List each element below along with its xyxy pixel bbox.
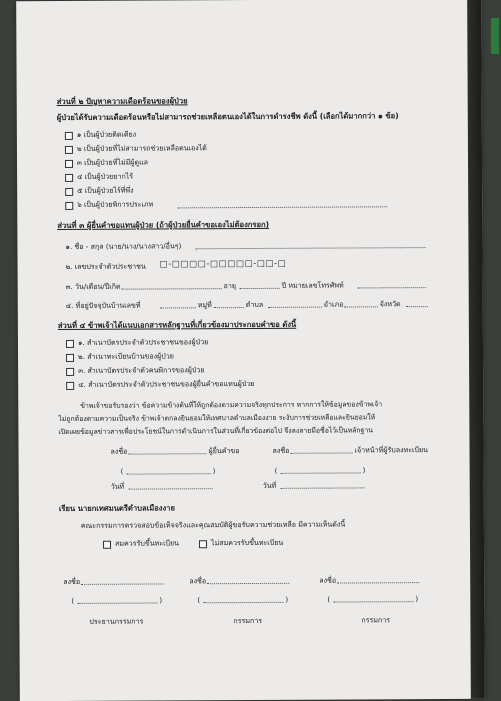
applicant-paren-open: ( [120, 466, 124, 476]
doc-4-label: ๔. สำเนาบัตรประจำตัวประชาชนของผู้ยื่นคำขอแทนผู้ป่วย [78, 378, 255, 389]
section4-heading: ส่วนที่ ๔ ข้าพเจ้าได้แนบเอกสารหลักฐานที่เกี่ยวข้องมาประกอบคำขอ ดังนี้ [57, 319, 297, 331]
option-6-label: ๖ เป็นผู้ป่วยพิการประเภท [77, 199, 154, 209]
member2-sign-field[interactable] [337, 582, 419, 583]
checkbox-reject[interactable] [199, 540, 207, 548]
checkbox-option-2[interactable] [65, 146, 73, 154]
birthdate-label: ๓. วัน/เดือน/ปีเกิด [65, 281, 121, 291]
page-edge-shadow [467, 0, 485, 699]
member1-sign-field[interactable] [207, 583, 289, 584]
tambon-field[interactable] [268, 307, 322, 308]
committee-heading: เรียน นายกเทศมนตรีตำบลเมืองงาย [58, 503, 175, 514]
moo-label: หมู่ที่ [197, 300, 212, 310]
option-3-label: ๓ เป็นผู้ป่วยที่ไม่มีผู้ดูแล [76, 157, 149, 167]
checkbox-doc-4[interactable] [66, 382, 74, 390]
name-field[interactable] [195, 247, 425, 249]
age-field[interactable] [240, 288, 280, 289]
amphoe-field[interactable] [344, 306, 378, 307]
member2-sign-label: ลงชื่อ [319, 575, 337, 585]
checkbox-option-1[interactable] [65, 132, 73, 140]
member1-role: กรรมการ [233, 615, 263, 626]
binder-tab [491, 18, 499, 54]
form-page [16, 0, 485, 701]
option-2-label: ๒ เป็นผู้ป่วยที่ไม่สามารถช่วยเหลือตนเองได้ [76, 143, 207, 153]
age-label: อายุ [223, 281, 237, 291]
section3-heading: ส่วนที่ ๓ ผู้ยื่นคำขอแทนผู้ป่วย (ถ้าผู้ป่วยยื่นคำขอเองไม่ต้องกรอก) [57, 219, 270, 231]
address-label: ๔. ที่อยู่ปัจจุบันบ้านเลขที่ [65, 300, 141, 310]
checkbox-option-5[interactable] [65, 188, 73, 196]
member1-paren-close: ) [285, 594, 289, 604]
member2-role: กรรมการ [361, 615, 391, 625]
officer-date-label: วันที่ [262, 480, 277, 490]
moo-field[interactable] [214, 307, 244, 308]
applicant-paren-close: ) [212, 466, 216, 476]
member2-paren-open: ( [327, 594, 331, 604]
doc-3-label: ๓. สำเนาบัตรประจำตัวคนพิการของผู้ป่วย [78, 365, 205, 375]
officer-paren-close: ) [362, 465, 366, 475]
officer-role: เจ้าหน้าที่ผู้รับลงทะเบียน [354, 445, 429, 455]
officer-sign-field[interactable] [291, 452, 353, 453]
checkbox-doc-1[interactable] [66, 340, 74, 348]
officer-name-field[interactable] [281, 472, 361, 473]
province-label: จังหวัด [379, 299, 401, 309]
member2-paren-close: ) [415, 594, 419, 604]
option-1-label: ๑ เป็นผู้ป่วยติดเตียง [76, 129, 137, 139]
applicant-role: ผู้ยื่นคำขอ [208, 446, 240, 456]
applicant-sign-field[interactable] [129, 453, 207, 454]
chair-sign-label: ลงชื่อ [63, 576, 81, 586]
phone-label: ปี หมายเลขโทรศัพท์ [281, 280, 344, 290]
certify-line-3: เปิดเผยข้อมูลข่าวสารเพื่อประโยชน์ในการดำเนินการในส่วนที่เกี่ยวข้องต่อไป จึงลงลายมือชื่อไว้เป็นหลักฐาน [58, 426, 373, 437]
member1-sign-label: ลงชื่อ [189, 576, 207, 586]
certify-line-2: ไม่ถูกต้องตามความเป็นจริง ข้าพเจ้าตกลงยินยอมให้เทศบาลตำบลเมืองงาย ระงับการช่วยเหลือและยินยอมให้ [58, 413, 376, 424]
checkbox-option-4[interactable] [65, 174, 73, 182]
chair-role: ประธานกรรมการ [89, 616, 144, 626]
birthdate-field[interactable] [122, 288, 222, 290]
doc-1-label: ๑. สำเนาบัตรประจำตัวประชาชนของผู้ป่วย [77, 337, 209, 347]
member2-name-field[interactable] [333, 601, 413, 602]
reject-label: ไม่สมควรรับขึ้นทะเบียน [210, 537, 284, 548]
officer-paren-open: ( [274, 465, 278, 475]
applicant-date-label: วันที่ [110, 481, 125, 491]
committee-text: คณะกรรมการตรวจสอบข้อเท็จจริงและคุณสมบัติผู้ขอรับความช่วยเหลือ มีความเห็นดังนี้ [80, 519, 346, 530]
officer-date-field[interactable] [281, 487, 365, 488]
section2-heading: ส่วนที่ ๒ ปัญหาความเดือดร้อนของผู้ป่วย [56, 96, 188, 107]
province-field[interactable] [406, 306, 428, 307]
phone-field[interactable] [358, 287, 426, 288]
member1-name-field[interactable] [203, 602, 283, 603]
checkbox-approve[interactable] [103, 541, 111, 549]
id-label: ๒. เลขประจำตัวประชาชน [65, 261, 146, 271]
chair-name-field[interactable] [77, 602, 157, 603]
option-5-label: ๕ เป็นผู้ป่วยไร้ที่พึ่ง [77, 185, 134, 195]
checkbox-option-3[interactable] [65, 160, 73, 168]
applicant-sign-label: ลงชื่อ [110, 446, 128, 456]
section2-question: ผู้ป่วยได้รับความเดือดร้อนหรือไม่สามารถช่วยเหลือตนเองได้ในการดำรงชีพ ดังนี้ (เลือกได้มากกว่า ๑ ข้อ) [56, 111, 399, 123]
certify-line-1: ข้าพเจ้าขอรับรองว่า ข้อความข้างต้นที่ให้ถูกต้องตามความจริงทุกประการ หากการให้ข้อมูลของข้าพเจ้า [80, 400, 383, 410]
officer-sign-label: ลงชื่อ [272, 445, 290, 455]
chair-paren-close: ) [159, 595, 163, 605]
member1-paren-open: ( [197, 595, 201, 605]
id-boxes[interactable]: □-□□□□-□□□□□-□□-□ [159, 258, 287, 270]
applicant-date-field[interactable] [129, 488, 213, 489]
option-4-label: ๔ เป็นผู้ป่วยยากไร้ [77, 171, 134, 181]
approve-label: สมควรรับขึ้นทะเบียน [114, 538, 180, 548]
doc-2-label: ๒. สำเนาทะเบียนบ้านของผู้ป่วย [78, 351, 174, 361]
disability-type-field[interactable] [177, 206, 387, 208]
house-number-field[interactable] [160, 307, 196, 308]
checkbox-doc-3[interactable] [66, 368, 74, 376]
applicant-name-field[interactable] [127, 473, 211, 474]
amphoe-label: อำเภอ [323, 299, 344, 309]
chair-sign-field[interactable] [81, 583, 163, 584]
chair-paren-open: ( [71, 595, 75, 605]
name-label: ๑. ชื่อ - สกุล (นาย/นาง/นางสาว/อื่นๆ) [65, 241, 182, 251]
checkbox-option-6[interactable] [65, 202, 73, 210]
tambon-label: ตำบล [245, 299, 264, 310]
checkbox-doc-2[interactable] [66, 354, 74, 362]
